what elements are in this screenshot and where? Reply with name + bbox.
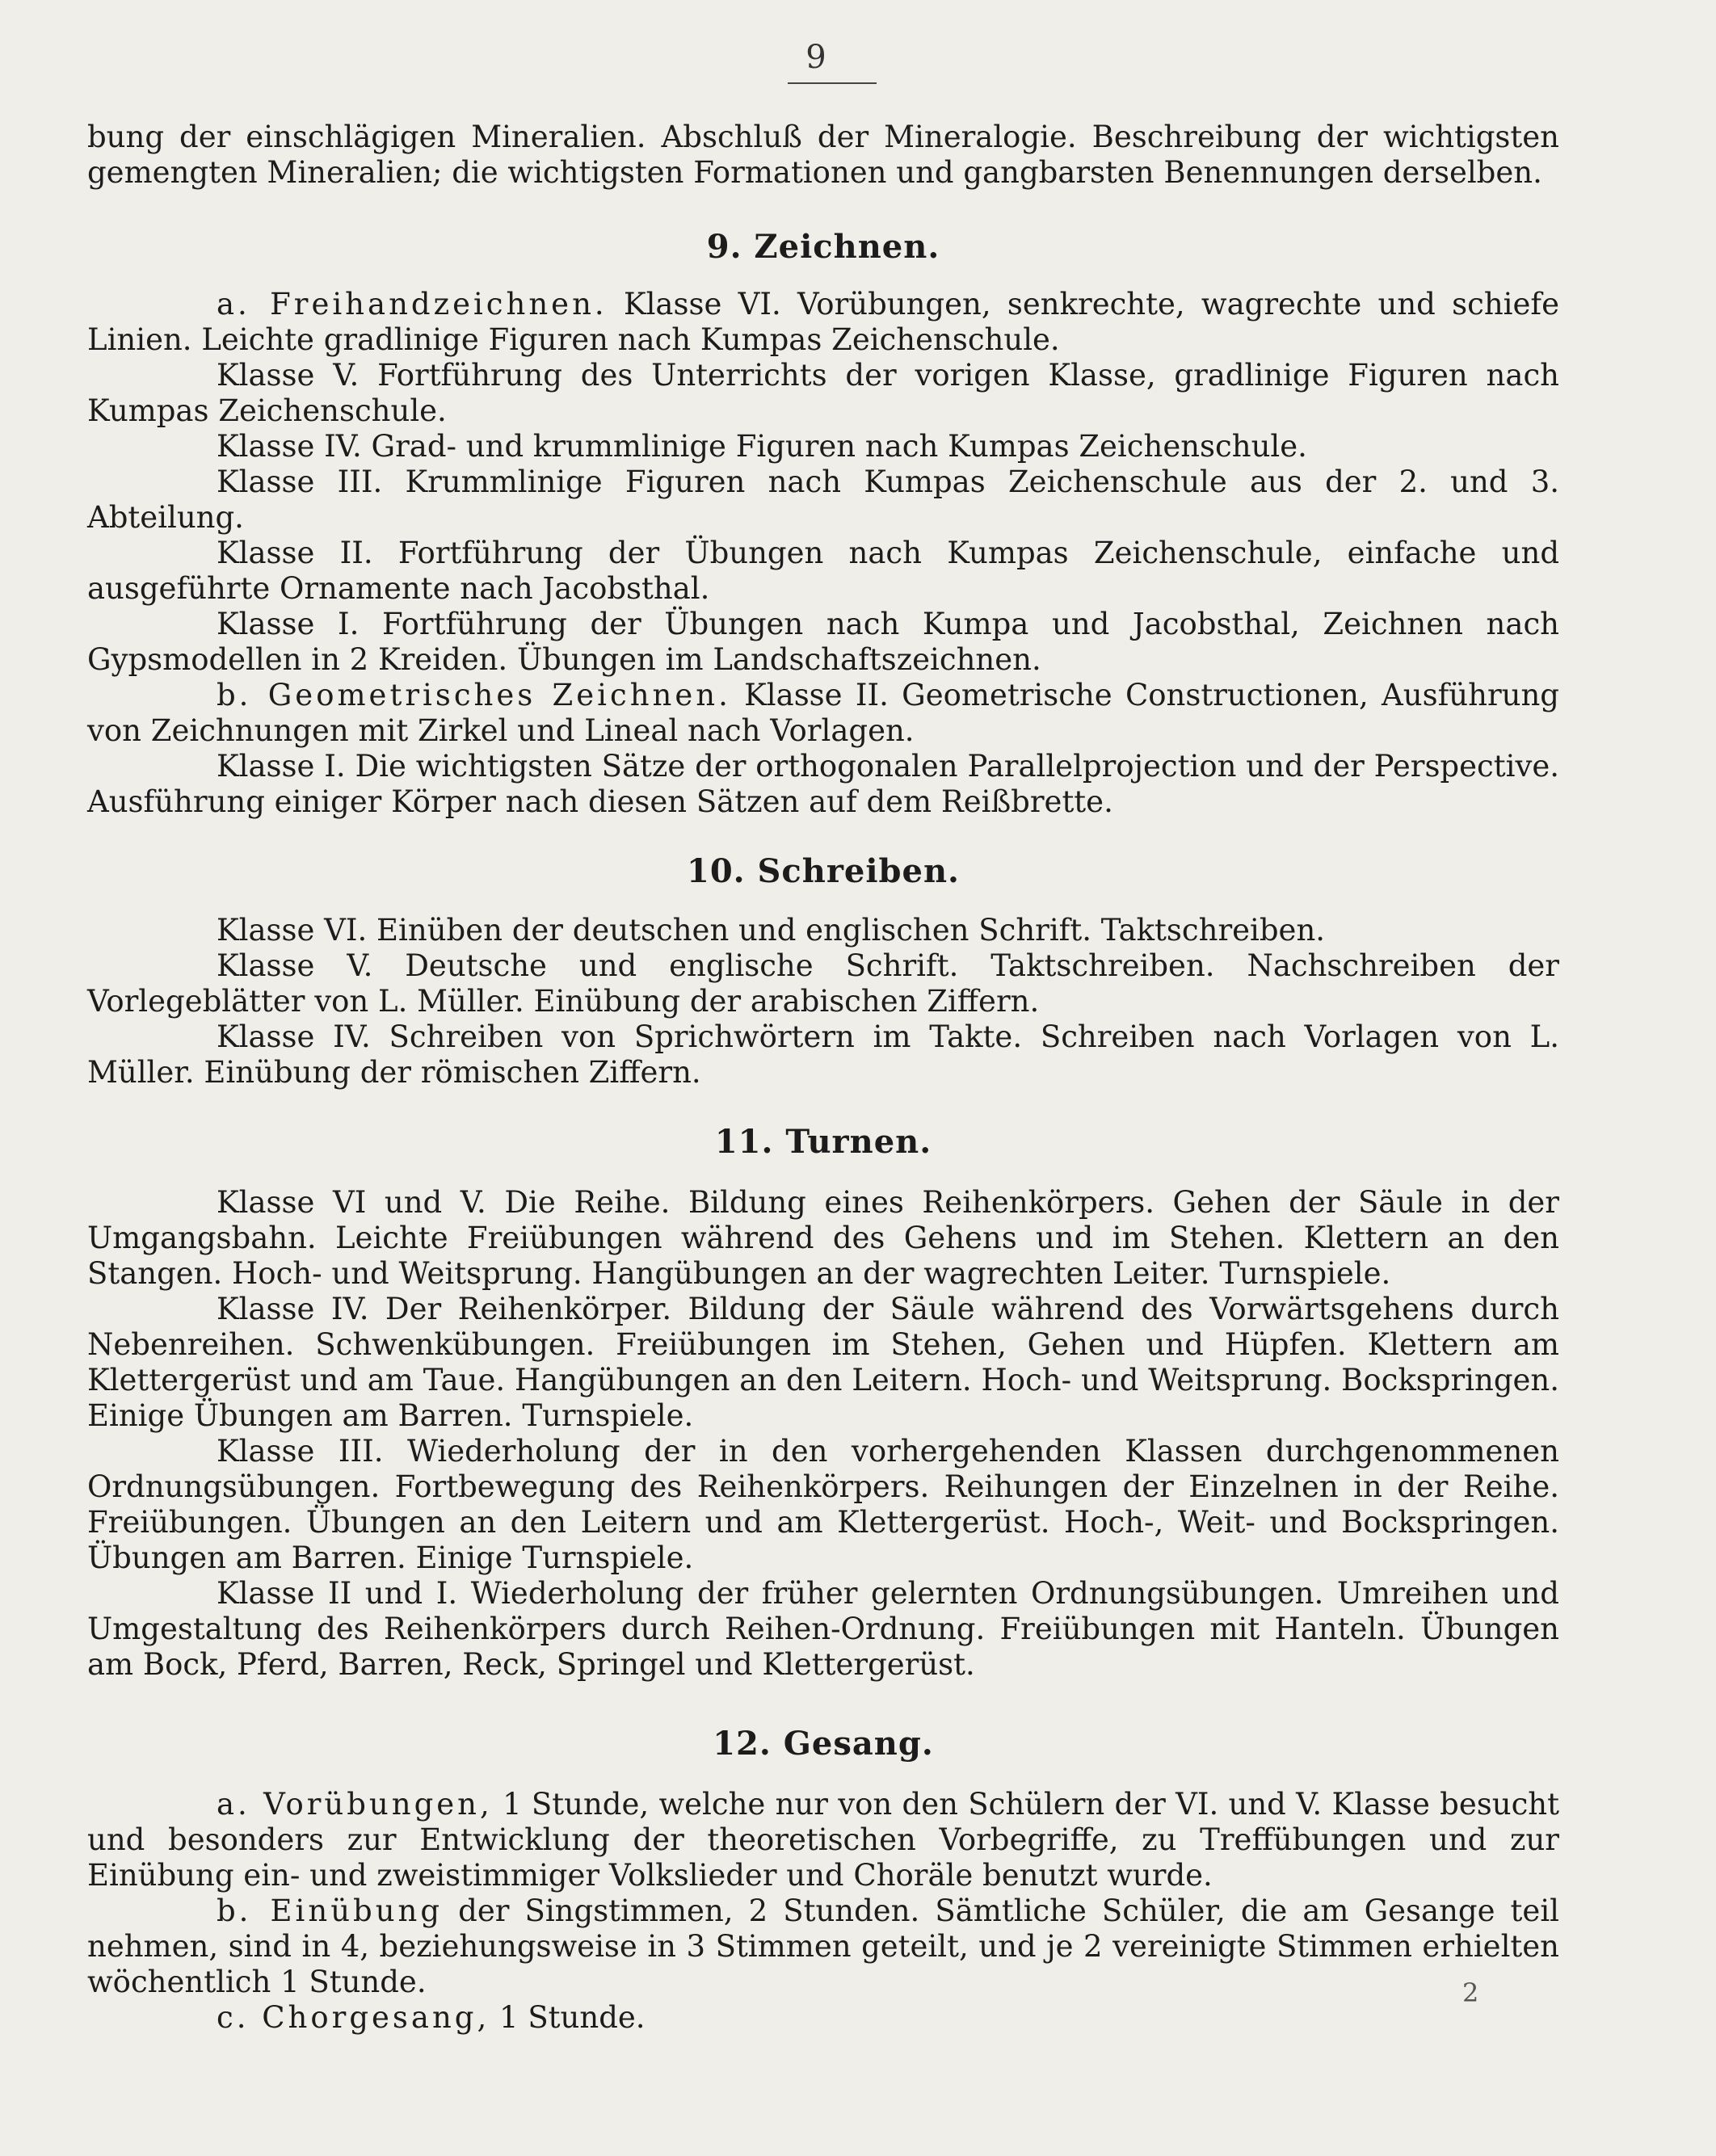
zeichnen-geometrisch-paragraph (87, 678, 1559, 749)
zeichnen-klasse-ii: Klasse II. Fortführung der Übungen nach Kumpas Zeichenschule, einfache und ausgeführte Ornamente nach Jacobsthal. (87, 536, 1559, 606)
schreiben-klasse-v: Klasse V. Deutsche und englische Schrift. Taktschreiben. Nachschreiben der Vorlegeblätter von L. Müller. Einübung der arabischen Ziffern. (87, 948, 1559, 1019)
vorubungen-label: a. Vorübungen, (217, 1787, 493, 1822)
vorubungen-text: 1 Stunde, welche nur von den Schülern der VI. und V. Klasse besucht und besonders zur Entwicklung der theoretischen Vorbegriffe, zu Treffübungen und zur Einübung ein- und zweistimmiger Volkslieder und Choräle benutzt wurde. (87, 1787, 1560, 1893)
einubung-text: der Singstimmen, 2 Stunden. Sämtliche Schüler, die am Gesange teil nehmen, sind in 4, beziehungsweise in 3 Stimmen geteilt, und je 2 vereinigte Stimmen erhielten wöchentlich 1 Stunde. (87, 1893, 1559, 1999)
section-heading-zeichnen: 9. Zeichnen. (706, 228, 940, 266)
gesang-vorubungen-paragraph (87, 1787, 1559, 1893)
einubung-label: b. Einübung (217, 1893, 444, 1928)
zeichnen-klasse-iv: Klasse IV. Grad- und krummlinige Figuren nach Kumpas Zeichenschule. (217, 429, 1307, 464)
signature-mark: 2 (1462, 1977, 1479, 2008)
page-number-rule (788, 82, 877, 84)
geometrisch-label: b. Geometrisches Zeichnen. (217, 678, 731, 712)
schreiben-klasse-iv: Klasse IV. Schreiben von Sprichwörtern im Takte. Schreiben nach Vorlagen von L. Müller. Einübung der römischen Ziffern. (87, 1019, 1559, 1090)
zeichnen-freihand-paragraph (87, 287, 1559, 358)
turnen-klasse-iv: Klasse IV. Der Reihenkörper. Bildung der Säule während des Vorwärtsgehens durch Nebenreihen. Schwenkübungen. Freiübungen im Stehen, Gehen und Hüpfen. Klettern am Klettergerüst und am Taue. Hangübungen an den Leitern. Hoch- und Weitsprung. Bockspringen. Einige Übungen am Barren. Turnspiele. (87, 1292, 1559, 1433)
zeichnen-geometrisch-klasse-i: Klasse I. Die wichtigsten Sätze der orthogonalen Parallelprojection und der Perspective. Ausführung einiger Körper nach diesen Sätzen auf dem Reißbrette. (87, 749, 1559, 819)
chorgesang-text: 1 Stunde. (499, 2000, 646, 2035)
section-heading-schreiben: 10. Schreiben. (687, 852, 960, 890)
zeichnen-klasse-iii: Klasse III. Krummlinige Figuren nach Kumpas Zeichenschule aus der 2. und 3. Abteilung. (87, 464, 1559, 535)
turnen-klasse-ii-i: Klasse II und I. Wiederholung der früher gelernten Ordnungsübungen. Umreihen und Umgestaltung des Reihenkörpers durch Reihen-Ordnung. Freiübungen mit Hanteln. Übungen am Bock, Pferd, Barren, Reck, Springel und Klettergerüst. (87, 1576, 1559, 1682)
zeichnen-klasse-v: Klasse V. Fortführung des Unterrichts der vorigen Klasse, gradlinige Figuren nach Kumpas Zeichenschule. (87, 358, 1559, 428)
schreiben-klasse-vi: Klasse VI. Einüben der deutschen und englischen Schrift. Taktschreiben. (217, 913, 1326, 948)
intro-paragraph: bung der einschlägigen Mineralien. Abschluß der Mineralogie. Beschreibung der wichtigsten gemengten Mineralien; die wichtigsten Formationen und gangbarsten Benennungen derselben. (87, 120, 1559, 190)
page-number: 9 (805, 39, 826, 76)
geometrisch-text: Klasse II. Geometrische Constructionen, Ausführung von Zeichnungen mit Zirkel und Lineal nach Vorlagen. (87, 678, 1559, 748)
turnen-klasse-vi-v: Klasse VI und V. Die Reihe. Bildung eines Reihenkörpers. Gehen der Säule in der Umgangsbahn. Leichte Freiübungen während des Gehens und im Stehen. Klettern an den Stangen. Hoch- und Weitsprung. Hangübungen an der wagrechten Leiter. Turnspiele. (87, 1185, 1559, 1291)
gesang-einubung-paragraph (87, 1893, 1559, 2000)
freihand-text: Klasse VI. Vorübungen, senkrechte, wagrechte und schiefe Linien. Leichte gradlinige Figuren nach Kumpas Zeichenschule. (87, 287, 1559, 357)
section-heading-turnen: 11. Turnen. (714, 1123, 932, 1161)
section-heading-gesang: 12. Gesang. (713, 1725, 934, 1763)
page-content (87, 120, 1559, 2036)
zeichnen-klasse-i: Klasse I. Fortführung der Übungen nach Kumpa und Jacobsthal, Zeichnen nach Gypsmodellen in 2 Kreiden. Übungen im Landschaftszeichnen. (87, 607, 1559, 677)
freihand-label: a. Freihandzeichnen. (217, 287, 608, 322)
chorgesang-label: c. Chorgesang, (217, 2000, 490, 2035)
turnen-klasse-iii: Klasse III. Wiederholung der in den vorhergehenden Klassen durchgenommenen Ordnungsübungen. Fortbewegung des Reihenkörpers. Reihungen der Einzelnen in der Reihe. Freiübungen. Übungen an den Leitern und am Klettergerüst. Hoch-, Weit- und Bockspringen. Übungen am Barren. Einige Turnspiele. (87, 1434, 1559, 1575)
gesang-chorgesang-paragraph (87, 2000, 1559, 2036)
